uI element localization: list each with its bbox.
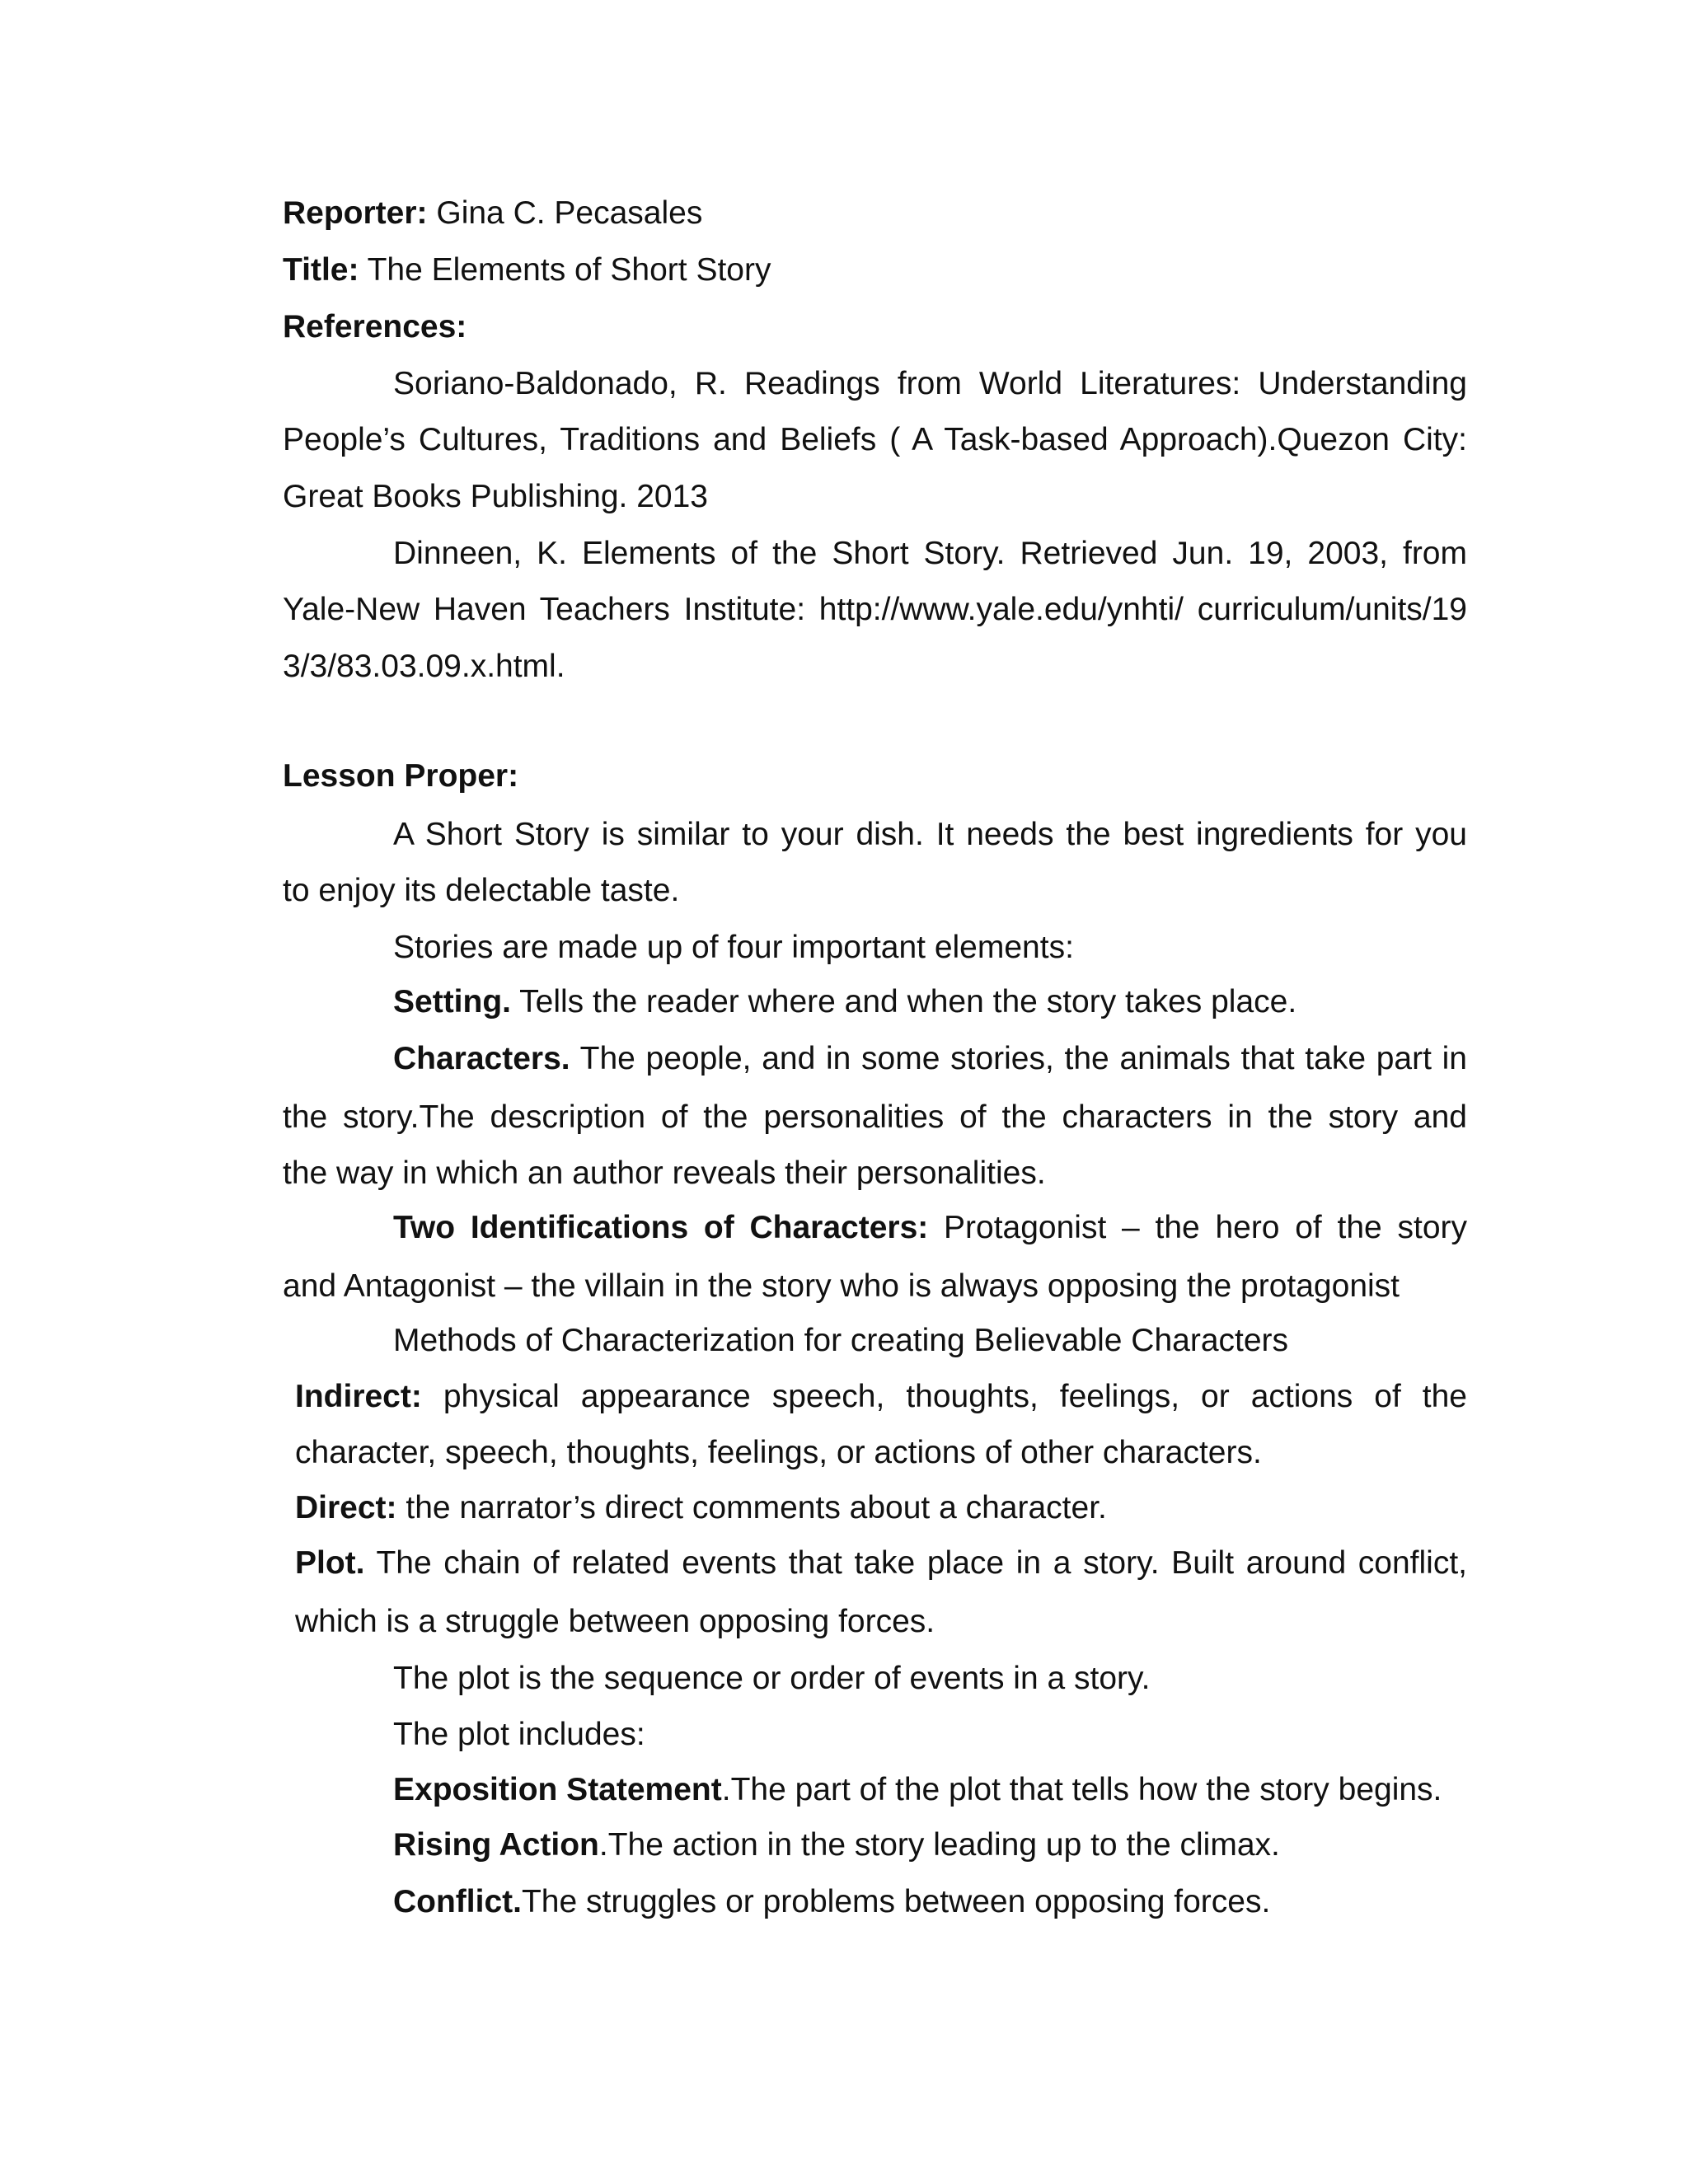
plot-label: Plot. <box>295 1545 365 1581</box>
characters-line-2: the story.The description of the personalities of the characters in the story and <box>283 1099 1467 1135</box>
indirect-line-2: character, speech, thoughts, feelings, or actions of other characters. <box>295 1435 1262 1470</box>
exposition-line: Exposition Statement.The part of the plot that tells how the story begins. <box>393 1772 1442 1807</box>
two-identifications-line-2: and Antagonist – the villain in the story who is always opposing the protagonist <box>283 1268 1400 1304</box>
conflict-label: Conflict. <box>393 1884 522 1919</box>
characters-line-3: the way in which an author reveals their personalities. <box>283 1155 1046 1191</box>
title-line <box>283 254 771 286</box>
rising-action-line: Rising Action.The action in the story leading up to the climax. <box>393 1827 1280 1863</box>
setting-label: Setting. <box>393 984 511 1019</box>
plot-line-1: Plot. The chain of related events that take place in a story. Built around conflict, <box>295 1545 1467 1581</box>
reference-2-line-2: Yale-New Haven Teachers Institute: http://www.yale.edu/ynhti/ curriculum/units/19 <box>283 592 1467 627</box>
intro-line-1: A Short Story is similar to your dish. It needs the best ingredients for you <box>393 817 1467 852</box>
characters-label: Characters. <box>393 1041 570 1076</box>
methods-line: Methods of Characterization for creating Believable Characters <box>393 1323 1289 1358</box>
exposition-label: Exposition Statement <box>393 1772 722 1807</box>
title-label: Title: <box>283 252 359 288</box>
reference-2-line-3: 3/3/83.03.09.x.html. <box>283 649 565 684</box>
two-identifications-line-1: Two Identifications of Characters: Protagonist – the hero of the story <box>393 1210 1467 1245</box>
reference-1-line-2: People’s Cultures, Traditions and Beliefs ( A Task-based Approach).Quezon City: <box>283 422 1467 457</box>
reference-1-line-1: Soriano-Baldonado, R. Readings from World Literatures: Understanding <box>393 366 1467 401</box>
reporter-line <box>283 197 702 229</box>
direct-line: Direct: the narrator’s direct comments about a character. <box>295 1490 1107 1526</box>
lesson-heading: Lesson Proper: <box>283 758 519 794</box>
rising-action-label: Rising Action <box>393 1827 599 1863</box>
indirect-label: Indirect: <box>295 1379 422 1414</box>
characters-line-1: Characters. The people, and in some stories, the animals that take part in <box>393 1041 1467 1076</box>
title-value: The Elements of Short Story <box>359 252 771 288</box>
reporter-value: Gina C. Pecasales <box>427 195 703 231</box>
setting-line: Setting. Tells the reader where and when the story takes place. <box>393 984 1297 1019</box>
reference-1-line-3: Great Books Publishing. 2013 <box>283 479 708 514</box>
plot-sequence-line: The plot is the sequence or order of events in a story. <box>393 1661 1151 1696</box>
reporter-label: Reporter: <box>283 195 428 231</box>
reference-2-line-1: Dinneen, K. Elements of the Short Story. Retrieved Jun. 19, 2003, from <box>393 536 1467 571</box>
plot-line-2: which is a struggle between opposing forces. <box>295 1604 935 1639</box>
intro-line-2: to enjoy its delectable taste. <box>283 873 680 908</box>
references-heading: References: <box>283 309 467 344</box>
two-identifications-label: Two Identifications of Characters: <box>393 1210 929 1245</box>
direct-label: Direct: <box>295 1490 397 1526</box>
elements-intro: Stories are made up of four important elements: <box>393 930 1074 965</box>
plot-includes-line: The plot includes: <box>393 1717 645 1752</box>
indirect-line-1: Indirect: physical appearance speech, thoughts, feelings, or actions of the <box>295 1379 1467 1414</box>
conflict-line: Conflict.The struggles or problems between opposing forces. <box>393 1884 1271 1919</box>
